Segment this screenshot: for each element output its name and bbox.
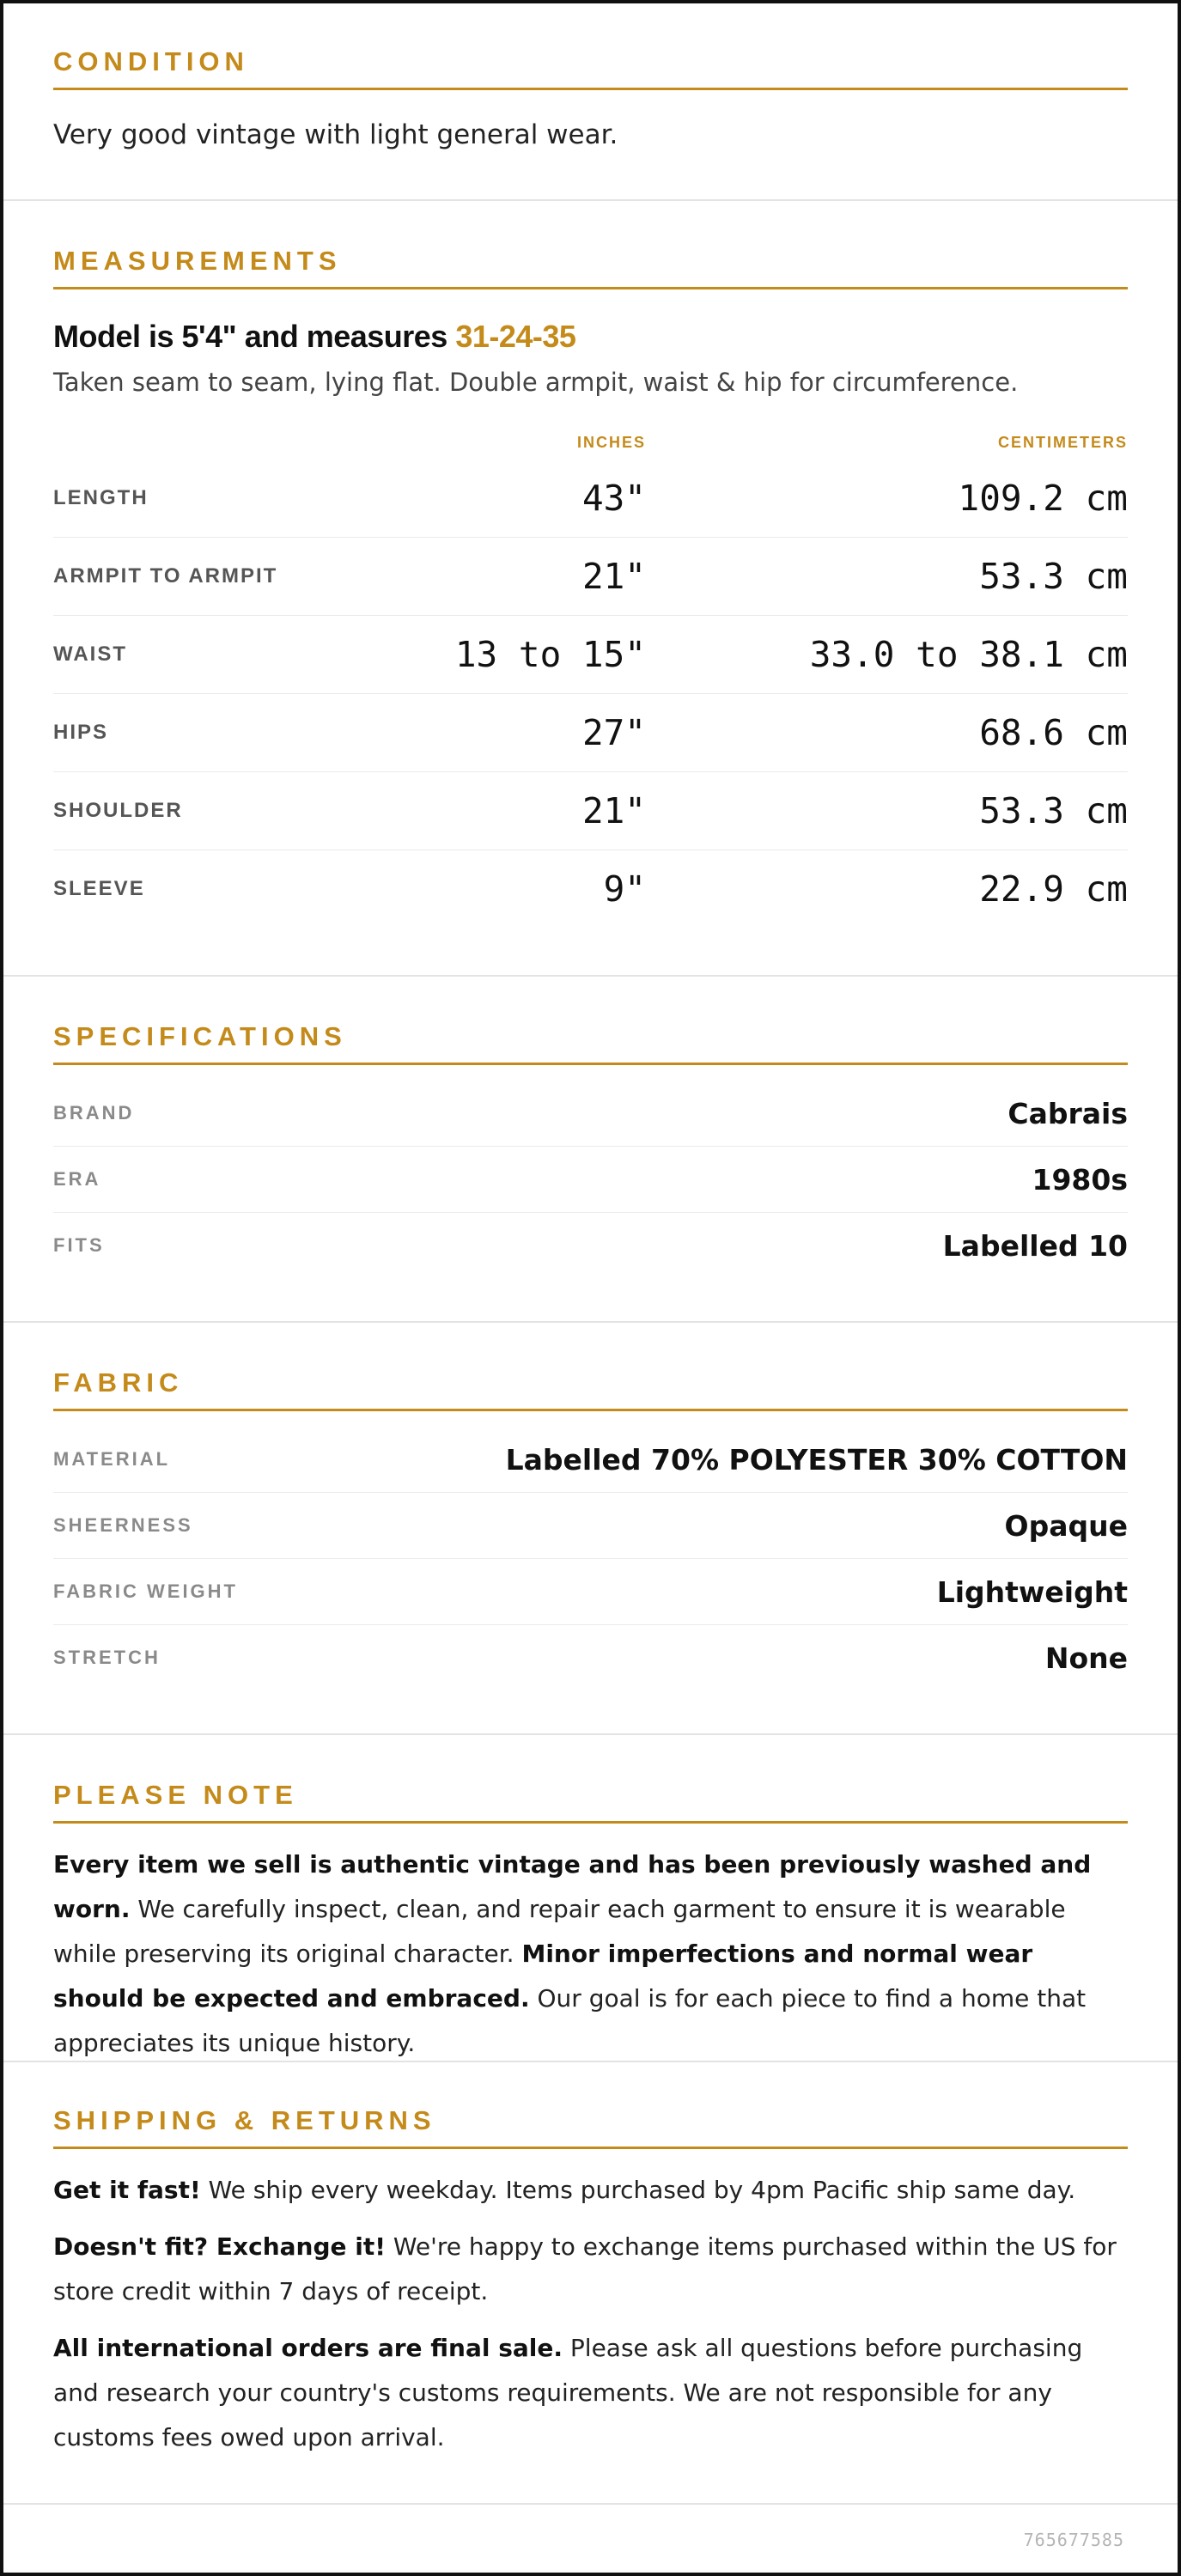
shipping-paragraph bbox=[53, 2168, 1128, 2213]
specifications-title: SPECIFICATIONS bbox=[53, 1021, 1128, 1065]
model-prefix: Model is 5'4" and measures bbox=[53, 319, 456, 354]
measurement-row bbox=[53, 616, 1128, 694]
fabric-table bbox=[53, 1427, 1128, 1690]
fabric-section bbox=[3, 1323, 1178, 1735]
shipping-returns-section bbox=[3, 2062, 1178, 2505]
measurement-note: Taken seam to seam, lying flat. Double armpit, waist & hip for circumference. bbox=[53, 368, 1019, 397]
exchange-text: We're happy to exchange items purchased within the US for store credit within 7 days of receipt. bbox=[53, 2232, 1117, 2305]
measurement-row bbox=[53, 772, 1128, 850]
column-cm-header: CENTIMETERS bbox=[997, 433, 1128, 451]
measurements-section bbox=[3, 201, 1178, 977]
product-id: 765677585 bbox=[1023, 2530, 1124, 2550]
note-bold-2: Minor imperfections and normal wear should be expected and embraced. bbox=[53, 1940, 1033, 2013]
fabric-row bbox=[53, 1493, 1128, 1559]
fabric-title: FABRIC bbox=[53, 1367, 1128, 1411]
fabric-label: STRETCH bbox=[53, 1647, 161, 1668]
please-note-section bbox=[3, 1735, 1178, 2062]
spec-label: ERA bbox=[53, 1168, 101, 1190]
measurements-title: MEASUREMENTS bbox=[53, 246, 1128, 289]
measurement-cm: 33.0 to 38.1 cm bbox=[809, 634, 1128, 675]
model-measurements bbox=[53, 319, 1128, 355]
fabric-label: SHEERNESS bbox=[53, 1514, 193, 1536]
shipping-text: We ship every weekday. Items purchased by 4pm Pacific ship same day. bbox=[200, 2176, 1076, 2204]
fabric-row bbox=[53, 1559, 1128, 1625]
note-text-1: We carefully inspect, clean, and repair each garment to ensure it is wearable while preserving its original character. bbox=[53, 1895, 1066, 1968]
measurement-cm: 53.3 cm bbox=[979, 790, 1128, 831]
fabric-label: MATERIAL bbox=[53, 1448, 171, 1470]
measurement-cm: 68.6 cm bbox=[979, 712, 1128, 753]
spec-value: Labelled 10 bbox=[942, 1228, 1128, 1263]
international-text: Please ask all questions before purchasing and research your country's customs requirements. We are not responsible for any customs fees owed upon arrival. bbox=[53, 2334, 1083, 2451]
spec-row bbox=[53, 1213, 1128, 1278]
spec-value: 1980s bbox=[1032, 1162, 1128, 1197]
column-inches-header: INCHES bbox=[576, 433, 646, 451]
measurement-label: SLEEVE bbox=[53, 877, 145, 900]
model-measures-value: 31-24-35 bbox=[455, 319, 576, 354]
shipping-returns-title: SHIPPING & RETURNS bbox=[53, 2105, 1128, 2149]
measurements-table bbox=[53, 425, 1128, 928]
fabric-row bbox=[53, 1625, 1128, 1690]
fabric-row bbox=[53, 1427, 1128, 1493]
spec-label: BRAND bbox=[53, 1102, 135, 1124]
note-text-2: Our goal is for each piece to find a home that appreciates its unique history. bbox=[53, 1984, 1087, 2057]
spec-row bbox=[53, 1147, 1128, 1213]
condition-section bbox=[3, 3, 1178, 201]
fabric-value: None bbox=[1044, 1641, 1128, 1675]
spec-row bbox=[53, 1081, 1128, 1147]
international-paragraph bbox=[53, 2326, 1128, 2460]
fabric-value: Lightweight bbox=[936, 1574, 1128, 1609]
measurement-row bbox=[53, 460, 1128, 538]
measurement-label: LENGTH bbox=[53, 486, 149, 509]
measurement-cm: 22.9 cm bbox=[979, 868, 1128, 910]
spec-label: FITS bbox=[53, 1234, 105, 1256]
shipping-bold: Get it fast! bbox=[53, 2176, 201, 2204]
condition-title: CONDITION bbox=[53, 46, 1128, 90]
specifications-section bbox=[3, 977, 1178, 1323]
measurement-inches: 43" bbox=[581, 478, 646, 519]
fabric-value: Labelled 70% POLYESTER 30% COTTON bbox=[505, 1442, 1128, 1477]
measurement-inches: 27" bbox=[581, 712, 646, 753]
international-bold: All international orders are final sale. bbox=[53, 2334, 563, 2362]
measurement-label: HIPS bbox=[53, 721, 109, 744]
measurements-header bbox=[53, 425, 1128, 460]
measurement-cm: 53.3 cm bbox=[979, 556, 1128, 597]
fabric-value: Opaque bbox=[1004, 1508, 1128, 1543]
measurement-row bbox=[53, 694, 1128, 772]
please-note-text bbox=[53, 1842, 1128, 2066]
measurement-label: ARMPIT TO ARMPIT bbox=[53, 564, 278, 588]
measurement-row bbox=[53, 538, 1128, 616]
fabric-label: FABRIC WEIGHT bbox=[53, 1580, 238, 1602]
measurement-inches: 21" bbox=[581, 790, 646, 831]
note-bold-1: Every item we sell is authentic vintage and has been previously washed and worn. bbox=[53, 1850, 1092, 1923]
exchange-paragraph bbox=[53, 2225, 1128, 2314]
spec-value: Cabrais bbox=[1008, 1096, 1128, 1130]
condition-text: Very good vintage with light general wear. bbox=[53, 119, 618, 150]
specifications-table bbox=[53, 1081, 1128, 1278]
measurement-label: SHOULDER bbox=[53, 799, 183, 822]
measurement-inches: 21" bbox=[581, 556, 646, 597]
measurement-inches: 9" bbox=[603, 868, 646, 910]
exchange-bold: Doesn't fit? Exchange it! bbox=[53, 2232, 386, 2261]
measurement-inches: 13 to 15" bbox=[454, 634, 646, 675]
measurement-label: WAIST bbox=[53, 642, 127, 666]
measurement-cm: 109.2 cm bbox=[958, 478, 1128, 519]
please-note-title: PLEASE NOTE bbox=[53, 1780, 1128, 1824]
measurement-row bbox=[53, 850, 1128, 928]
